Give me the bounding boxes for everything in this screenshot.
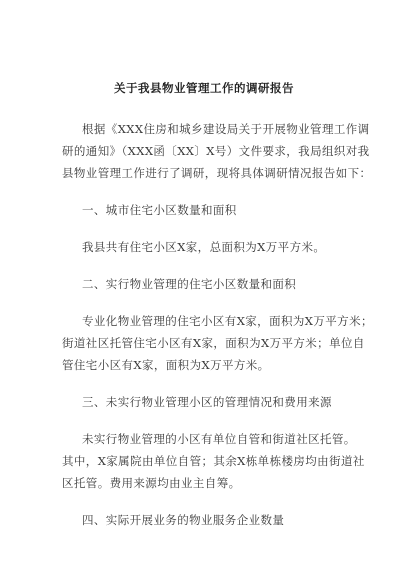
paragraph-line: 我县共有住宅小区X家，总面积为X万平方米。 — [82, 240, 326, 254]
document-title: 关于我县物业管理工作的调研报告 — [114, 81, 294, 95]
section-heading: 三、未实行物业管理小区的管理情况和费用来源 — [82, 395, 332, 409]
section-heading: 一、城市住宅小区数量和面积 — [82, 203, 237, 217]
section-heading: 二、实行物业管理的住宅小区数量和面积 — [82, 277, 297, 291]
paragraph-line: 管住宅小区有X家，面积为X万平方米。 — [62, 358, 270, 372]
paragraph-line: 其中，X家属院由单位自管；其余X栋单栋楼房均由街道社 — [62, 454, 365, 468]
paragraph-line: 研的通知》（XXX函〔XX〕X号）文件要求，我局组织对我 — [62, 144, 370, 158]
paragraph-line: 专业化物业管理的住宅小区有X家，面积为X万平方米； — [82, 314, 373, 328]
paragraph-line: 县物业管理工作进行了调研，现将具体调研情况报告如下： — [62, 166, 372, 180]
paragraph-line: 根据《XXX住房和城乡建设局关于开展物业管理工作调 — [82, 122, 370, 136]
paragraph-line: 街道社区托管住宅小区有X家，面积为X万平方米；单位自 — [62, 336, 365, 350]
section-heading: 四、实际开展业务的物业服务企业数量 — [82, 513, 285, 527]
paragraph-line: 未实行物业管理的小区有单位自管和街道社区托管。 — [82, 432, 356, 446]
paragraph-line: 区托管。费用来源均由业主自筹。 — [62, 476, 241, 490]
